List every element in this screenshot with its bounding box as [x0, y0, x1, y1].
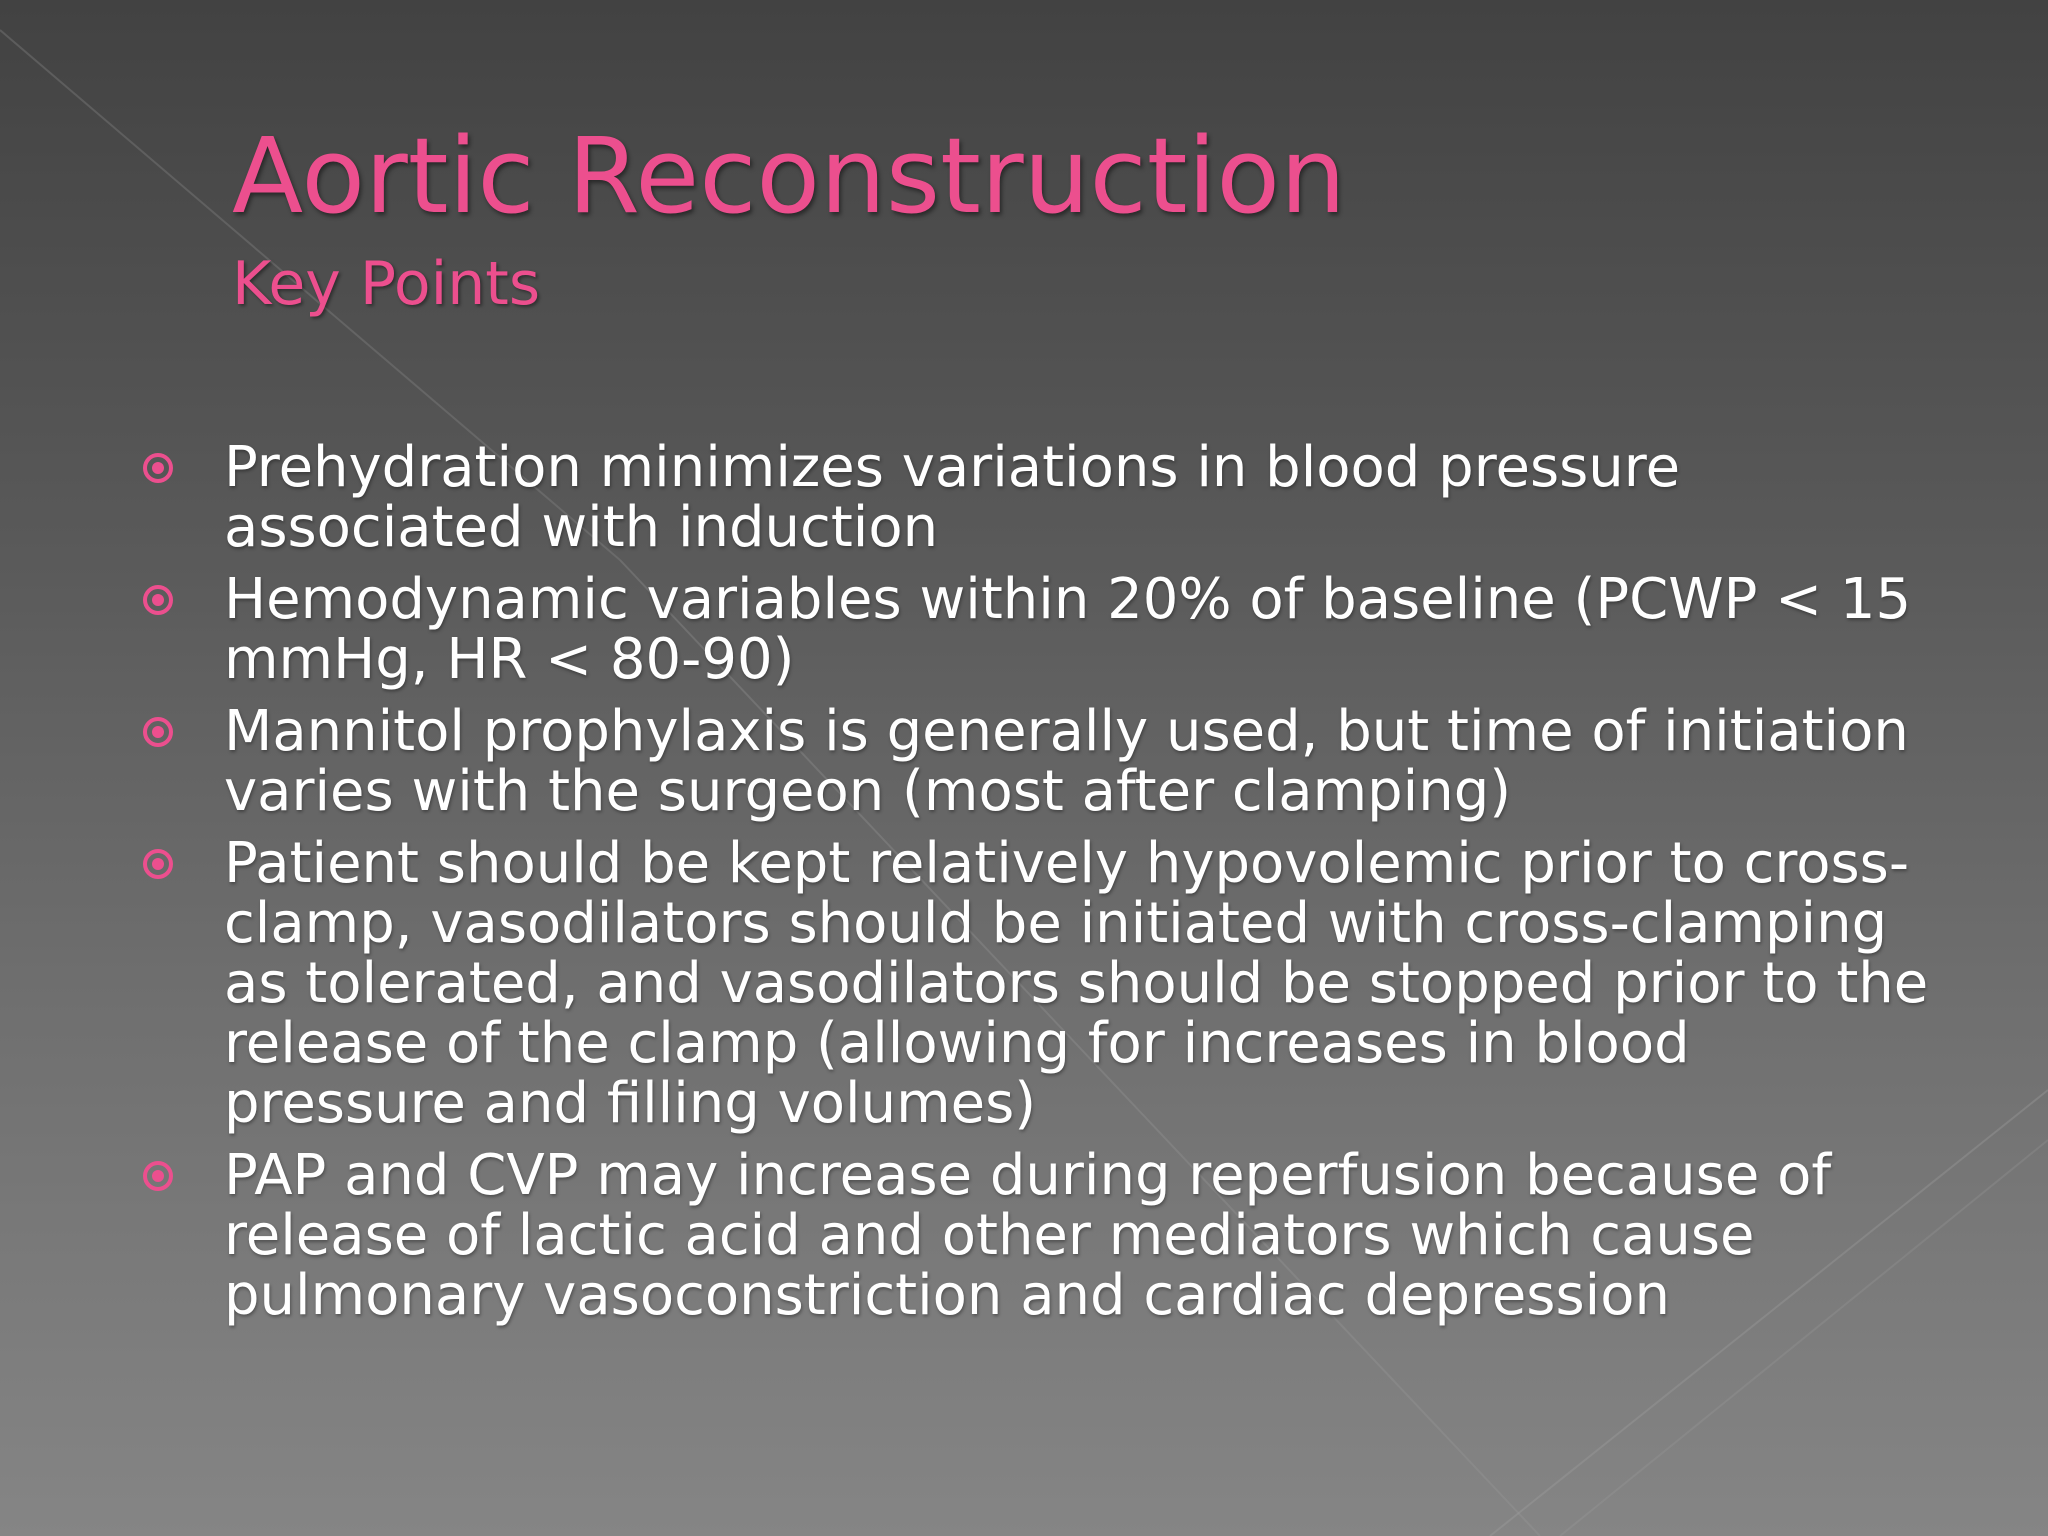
bullet-item — [140, 567, 1940, 692]
target-circle-icon — [143, 849, 173, 879]
bullet-text: PAP and CVP may increase during reperfusion because of release of lactic acid and other mediators which cause pulmonary vasoconstriction and cardiac depression — [224, 1143, 1832, 1328]
target-circle-icon — [143, 585, 173, 615]
target-circle-icon — [143, 1161, 173, 1191]
bullet-text: Patient should be kept relatively hypovolemic prior to cross-clamp, vasodilators should be initiated with cross-clamping as tolerated, and vasodilators should be stopped prior to the release of the clamp (allowing for increases in blood pressure and filling volumes) — [224, 831, 1929, 1136]
slide-title: Aortic Reconstruction — [232, 115, 1346, 237]
bullet-item — [140, 699, 1940, 824]
bullet-text: Mannitol prophylaxis is generally used, but time of initiation varies with the surgeon (most after clamping) — [224, 699, 1909, 824]
target-circle-icon — [143, 453, 173, 483]
slide-subtitle: Key Points — [232, 249, 541, 319]
bullet-item — [140, 1143, 1940, 1328]
bullet-item — [140, 831, 1940, 1136]
bullet-text: Prehydration minimizes variations in blood pressure associated with induction — [224, 435, 1681, 560]
bullet-text: Hemodynamic variables within 20% of baseline (PCWP < 15 mmHg, HR < 80-90) — [224, 567, 1912, 692]
target-circle-icon — [143, 717, 173, 747]
bullet-list — [140, 435, 1940, 1338]
bullet-item — [140, 435, 1940, 560]
